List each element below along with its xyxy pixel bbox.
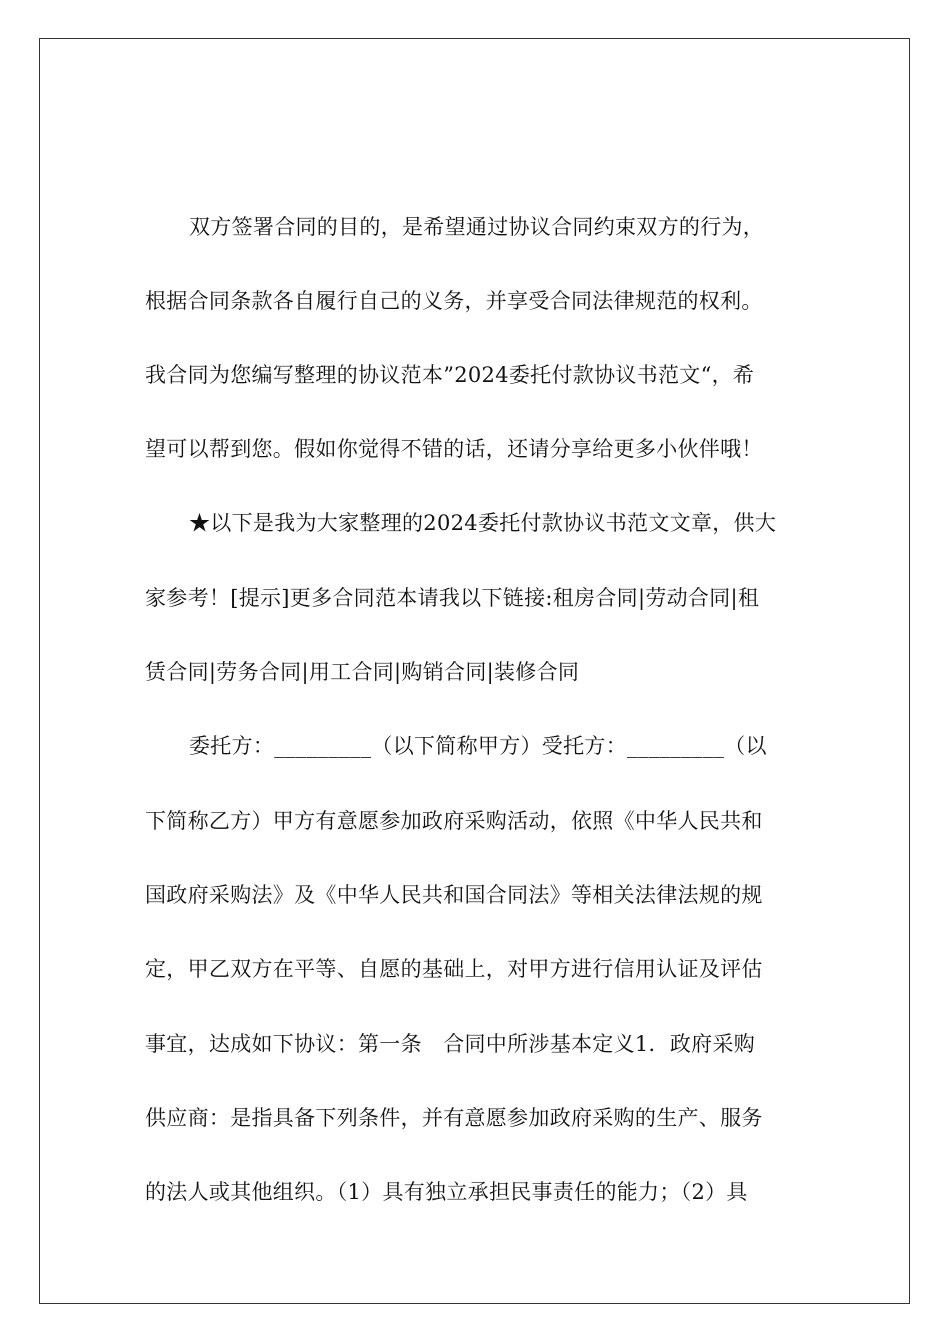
paragraph-line: 望可以帮到您。假如你觉得不错的话，还请分享给更多小伙伴哦！ (145, 437, 763, 461)
paragraph-line: 双方签署合同的目的，是希望通过协议合同约束双方的行为， (189, 215, 765, 239)
paragraph-line: 事宜，达成如下协议：第一条 合同中所涉基本定义1．政府采购 (145, 1032, 756, 1056)
paragraph-line: 我合同为您编写整理的协议范本”2024委托付款协议书范文“，希 (145, 363, 755, 387)
paragraph-line: 定，甲乙双方在平等、自愿的基础上，对甲方进行信用认证及评估 (145, 957, 763, 981)
paragraph-line: 下简称乙方）甲方有意愿参加政府采购活动，依照《中华人民共和 (145, 809, 763, 833)
paragraph-line: 供应商：是指具备下列条件，并有意愿参加政府采购的生产、服务 (145, 1106, 763, 1130)
paragraph-line: 根据合同条款各自履行自己的义务，并享受合同法律规范的权利。 (145, 289, 763, 313)
paragraph-line: 赁合同|劳务合同|用工合同|购销合同|装修合同 (145, 660, 580, 684)
paragraph-line: ★以下是我为大家整理的2024委托付款协议书范文文章，供大 (189, 511, 777, 535)
paragraph-line: 委托方：_________（以下简称甲方）受托方：_________（以 (189, 734, 767, 758)
paragraph-line: 的法人或其他组织。（1）具有独立承担民事责任的能力；（2）具 (145, 1180, 748, 1204)
paragraph-line: 国政府采购法》及《中华人民共和国合同法》等相关法律法规的规 (145, 883, 763, 907)
paragraph-line: 家参考！[提示]更多合同范本请我以下链接:租房合同|劳动合同|租 (145, 586, 760, 610)
